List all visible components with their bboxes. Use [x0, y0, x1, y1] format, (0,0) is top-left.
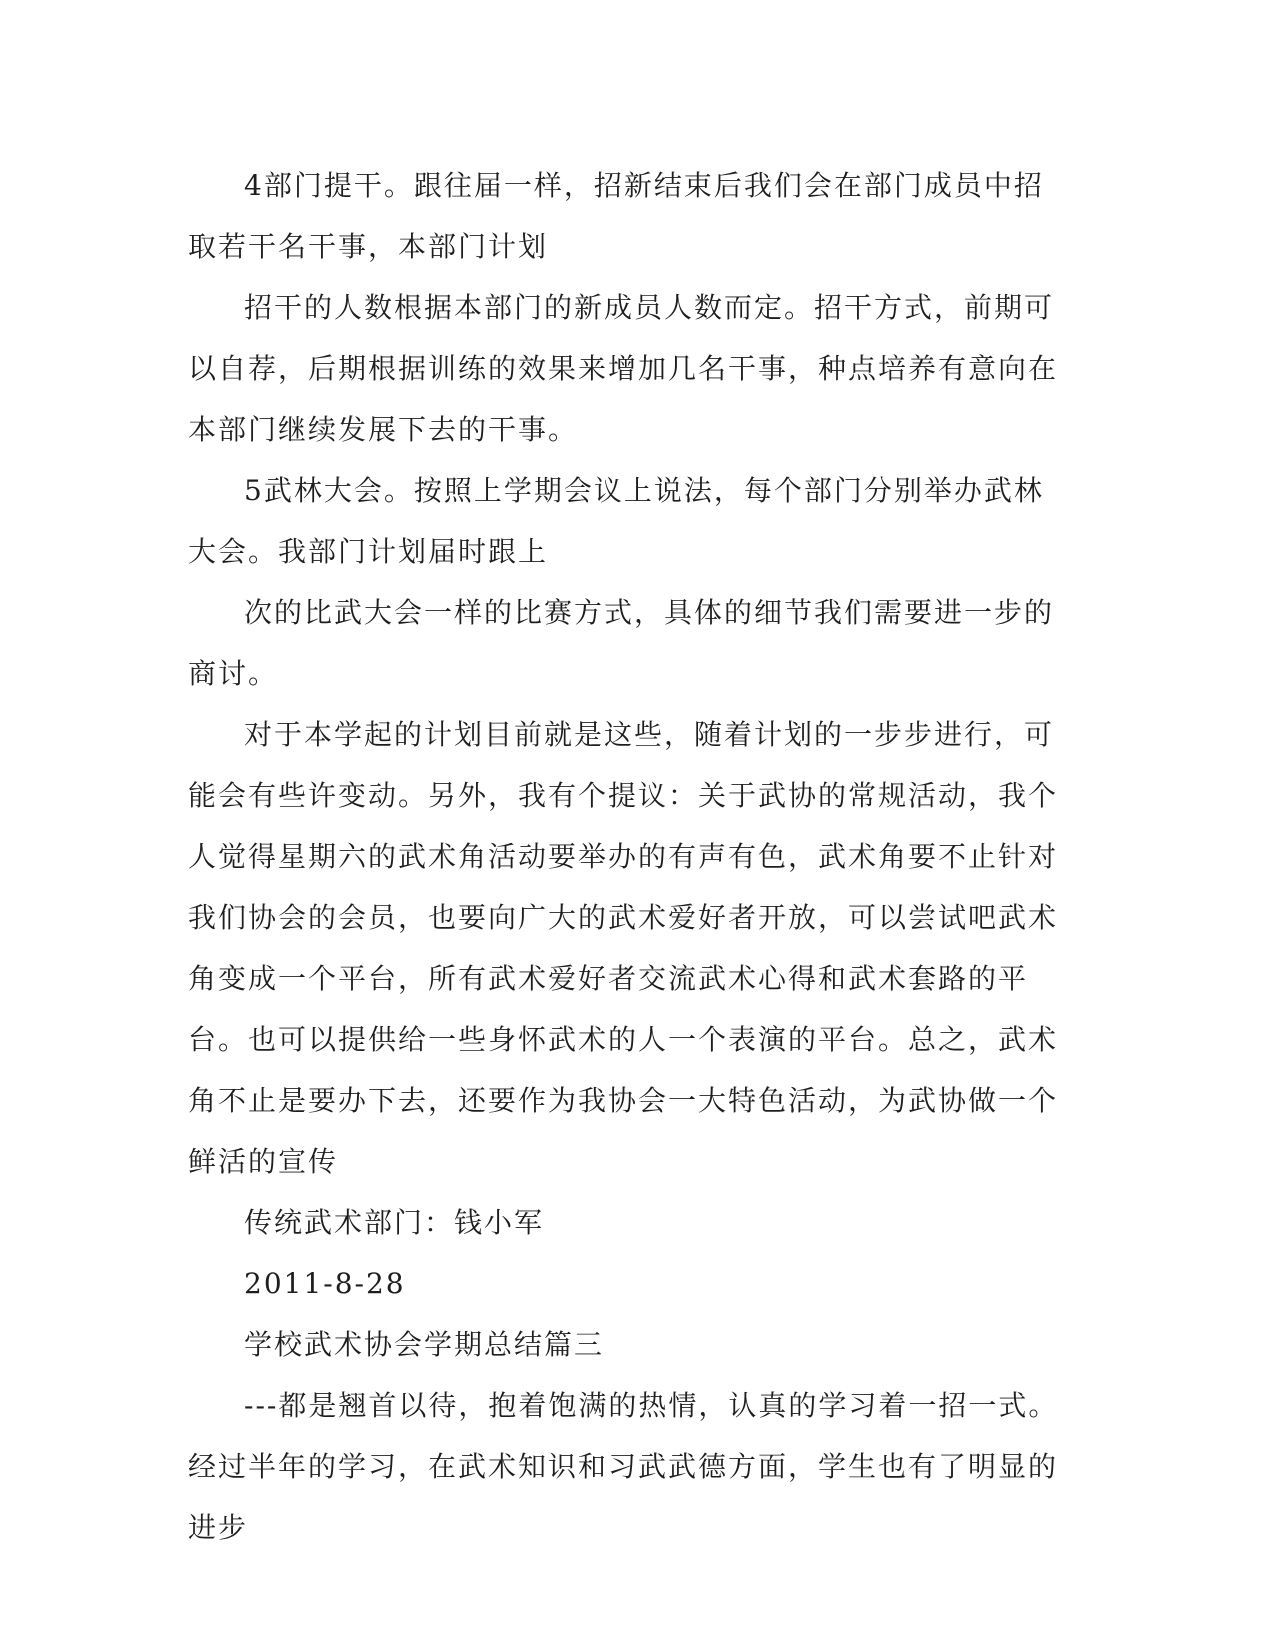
- paragraph-date: 2011-8-28: [244, 1267, 406, 1300]
- document-body: [188, 155, 1068, 1558]
- paragraph-department-promotion: 4部门提干。跟往届一样，招新结束后我们会在部门成员中招取若干名干事，本部门计划: [188, 169, 1044, 263]
- section-heading: 学校武术协会学期总结篇三: [244, 1328, 605, 1361]
- paragraph-recruitment-method: 招干的人数根据本部门的新成员人数而定。招干方式，前期可以自荐，后期根据训练的效果来增加几名干事，种点培养有意向在本部门继续发展下去的干事。: [188, 291, 1059, 446]
- paragraph-martial-arts-conference: 5武林大会。按照上学期会议上说法，每个部门分别举办武林大会。我部门计划届时跟上: [188, 474, 1044, 568]
- paragraph-semester-plan: 对于本学起的计划目前就是这些，随着计划的一步步进行，可能会有些许变动。另外，我有个提议：关于武协的常规活动，我个人觉得星期六的武术角活动要举办的有声有色，武术角要不止针对我们协会的会员，也要向广大的武术爱好者开放，可以尝试吧武术角变成一个平台，所有武术爱好者交流武术心得和武术套路的平台。也可以提供给一些身怀武术的人一个表演的平台。总之，武术角不止是要办下去，还要作为我协会一大特色活动，为武协做一个鲜活的宣传: [188, 718, 1059, 1178]
- paragraph-summary-intro: ---都是翘首以待，抱着饱满的热情，认真的学习着一招一式。经过半年的学习，在武术知识和习武武德方面，学生也有了明显的进步: [188, 1389, 1059, 1544]
- paragraph-signature: 传统武术部门：钱小军: [244, 1206, 545, 1239]
- paragraph-competition-format: 次的比武大会一样的比赛方式，具体的细节我们需要进一步的商讨。: [188, 596, 1055, 690]
